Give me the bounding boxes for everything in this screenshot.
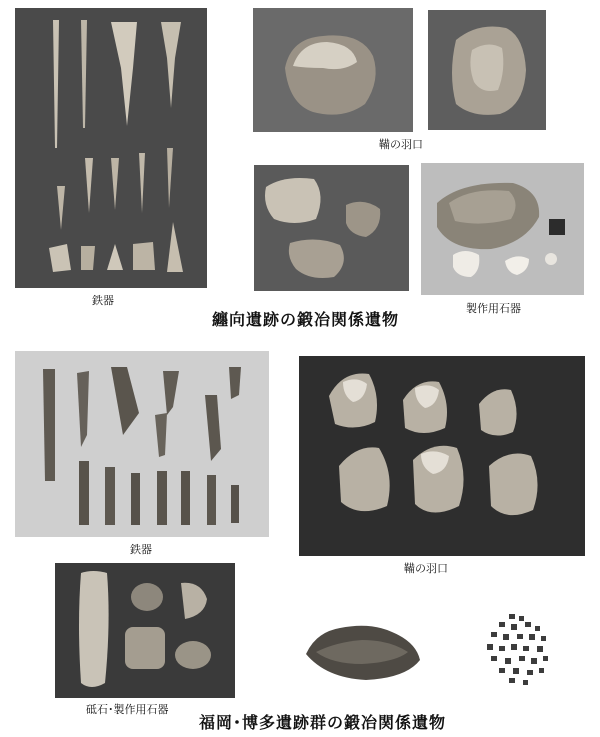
caption-iron-tools-fukuoka: 鉄器 xyxy=(130,543,152,556)
photo-iron-tools-makimuku xyxy=(15,8,207,288)
section-title-fukuoka: 福岡･博多遺跡群の鍛冶関係遺物 xyxy=(199,713,447,732)
section-title-makimuku: 纏向遺跡の鍛冶関係遺物 xyxy=(212,310,400,329)
caption-tuyere-makimuku: 鞴の羽口 xyxy=(379,138,423,151)
caption-iron-tools-makimuku: 鉄器 xyxy=(92,294,114,307)
photo-tuyere-fukuoka xyxy=(299,356,585,556)
photo-iron-tools-fukuoka xyxy=(15,351,269,537)
caption-stone-tools-makimuku: 製作用石器 xyxy=(466,302,521,315)
photo-tuyere-makimuku-2 xyxy=(428,10,546,130)
caption-whetstone-fukuoka: 砥石･製作用石器 xyxy=(86,703,169,716)
photo-slag-cake-fukuoka xyxy=(296,612,428,688)
photo-stone-tools-makimuku xyxy=(421,163,584,295)
caption-tuyere-fukuoka: 鞴の羽口 xyxy=(404,562,448,575)
photo-slag-makimuku xyxy=(254,165,409,291)
photo-whetstone-fukuoka xyxy=(55,563,235,698)
photo-tuyere-makimuku-1 xyxy=(253,8,413,132)
photo-fragments-fukuoka xyxy=(479,610,557,688)
